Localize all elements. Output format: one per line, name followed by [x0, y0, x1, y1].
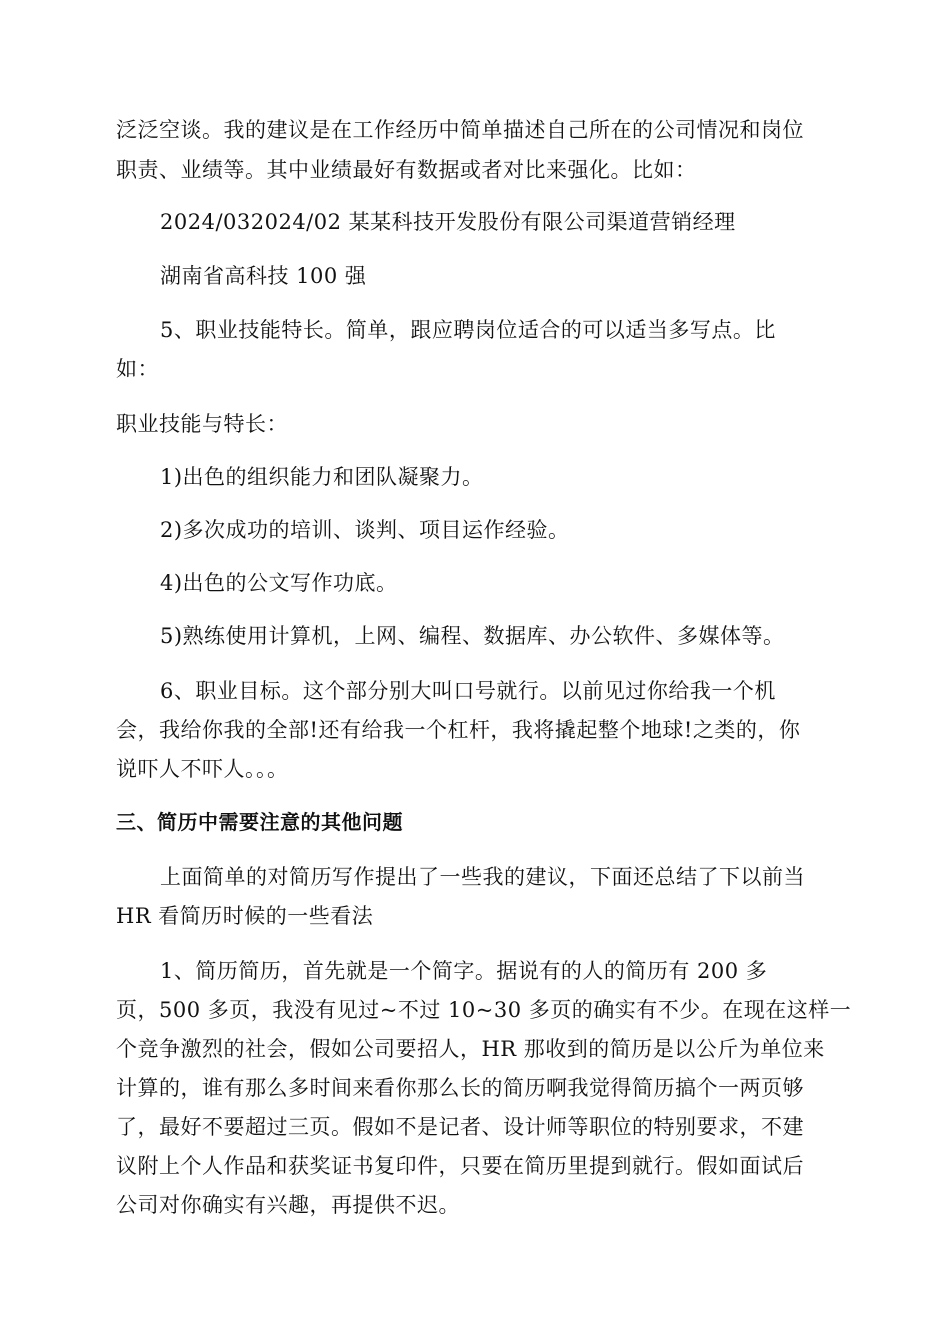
paragraph-line: 说吓人不吓人。。。	[116, 757, 289, 781]
paragraph-line: 计算的，谁有那么多时间来看你那么长的简历啊我觉得简历搞个一两页够	[116, 1076, 804, 1100]
work-experience-example: 2024/032024/02 某某科技开发股份有限公司渠道营销经理	[160, 210, 736, 234]
section-heading: 三、简历中需要注意的其他问题	[116, 810, 403, 834]
list-item: 4)出色的公文写作功底。	[160, 571, 398, 595]
list-item: 2)多次成功的培训、谈判、项目运作经验。	[160, 518, 570, 542]
paragraph-line: 页，500 多页，我没有见过~不过 10~30 多页的确实有不少。在现在这样一	[116, 998, 852, 1022]
paragraph-line: 公司对你确实有兴趣，再提供不迟。	[116, 1193, 460, 1217]
list-item: 1)出色的组织能力和团队凝聚力。	[160, 465, 484, 489]
paragraph-line: 上面简单的对简历写作提出了一些我的建议，下面还总结了下以前当	[160, 865, 805, 889]
paragraph-line: 1、简历简历，首先就是一个简字。据说有的人的简历有 200 多	[160, 959, 768, 983]
paragraph-line: 如：	[116, 357, 159, 381]
paragraph-line: 会，我给你我的全部!还有给我一个杠杆，我将撬起整个地球!之类的，你	[116, 718, 801, 742]
list-item: 5)熟练使用计算机，上网、编程、数据库、办公软件、多媒体等。	[160, 624, 785, 648]
company-note: 湖南省高科技 100 强	[160, 264, 367, 288]
paragraph-line: 职责、业绩等。其中业绩最好有数据或者对比来强化。比如：	[116, 158, 697, 182]
paragraph-line: HR 看简历时候的一些看法	[116, 904, 374, 928]
paragraph-line: 泛泛空谈。我的建议是在工作经历中简单描述自己所在的公司情况和岗位	[116, 118, 804, 142]
skills-label: 职业技能与特长：	[116, 412, 288, 436]
paragraph-line: 6、职业目标。这个部分别大叫口号就行。以前见过你给我一个机	[160, 679, 776, 703]
paragraph-line: 个竞争激烈的社会，假如公司要招人，HR 那收到的简历是以公斤为单位来	[116, 1037, 825, 1061]
paragraph-line: 5、职业技能特长。简单，跟应聘岗位适合的可以适当多写点。比	[160, 318, 776, 342]
paragraph-line: 了，最好不要超过三页。假如不是记者、设计师等职位的特别要求，不建	[116, 1115, 804, 1139]
paragraph-line: 议附上个人作品和获奖证书复印件，只要在简历里提到就行。假如面试后	[116, 1154, 804, 1178]
